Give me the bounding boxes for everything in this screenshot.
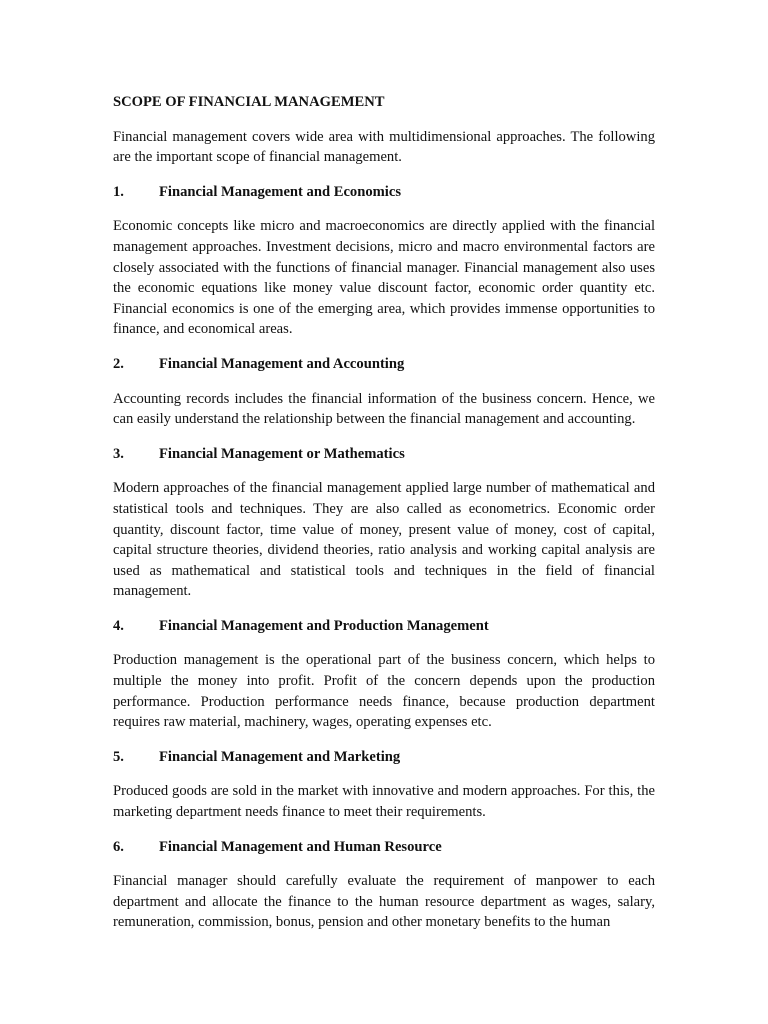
section-body-1: Economic concepts like micro and macroeconomics are directly applied with the financial management approaches. Investment decisions, micro and macro environmental factors are closely associated with the functions of financial manager. Financial management also uses the economic equations like money value discount factor, economic order quantity etc. Financial economics is one of the emerging area, which provides immense opportunities to finance, and economical areas. [113,218,655,338]
section-body-6: Financial manager should carefully evaluate the requirement of manpower to each department and allocate the finance to the human resource department as wages, salary, remuneration, commission, bonus, pension and other monetary benefits to the human [113,873,655,931]
section-number: 6. [113,838,124,855]
section-body-3: Modern approaches of the financial management applied large number of mathematical and statistical tools and techniques. They are also called as econometrics. Economic order quantity, discount factor, time value of money, present value of money, cost of capital, capital structure theories, dividend theories, ratio analysis and working capital analysis are used as mathematical and statistical tools and techniques in the field of financial management. [113,480,655,600]
section-number: 5. [113,748,124,765]
section-body-2: Accounting records includes the financial information of the business concern. Hence, we can easily understand the relationship between the financial management and accounting. [113,390,655,428]
section-heading-text: Financial Management and Accounting [159,355,405,372]
section-heading-2 [113,354,655,375]
section-heading-text: Financial Management and Economics [159,183,402,200]
section-heading-4 [113,616,655,637]
section-heading-text: Financial Management and Human Resource [159,838,442,855]
section-heading-1 [113,182,655,203]
section-heading-5 [113,747,655,768]
section-number: 1. [113,183,124,200]
section-number: 4. [113,617,124,634]
document-title: SCOPE OF FINANCIAL MANAGEMENT [113,94,385,110]
section-heading-text: Financial Management or Mathematics [159,445,405,462]
section-heading-3 [113,444,655,465]
section-heading-text: Financial Management and Marketing [159,748,401,765]
section-body-5: Produced goods are sold in the market with innovative and modern approaches. For this, the marketing department needs finance to meet their requirements. [113,783,655,821]
section-heading-text: Financial Management and Production Management [159,617,489,634]
document-page [113,92,655,947]
section-number: 3. [113,445,124,462]
section-heading-6 [113,837,655,858]
section-body-4: Production management is the operational part of the business concern, which helps to multiple the money into profit. Profit of the concern depends upon the production performance. Production performance needs finance, because production department requires raw material, machinery, wages, operating expenses etc. [113,652,655,731]
section-number: 2. [113,355,124,372]
intro-paragraph: Financial management covers wide area with multidimensional approaches. The following are the important scope of financial management. [113,128,655,166]
